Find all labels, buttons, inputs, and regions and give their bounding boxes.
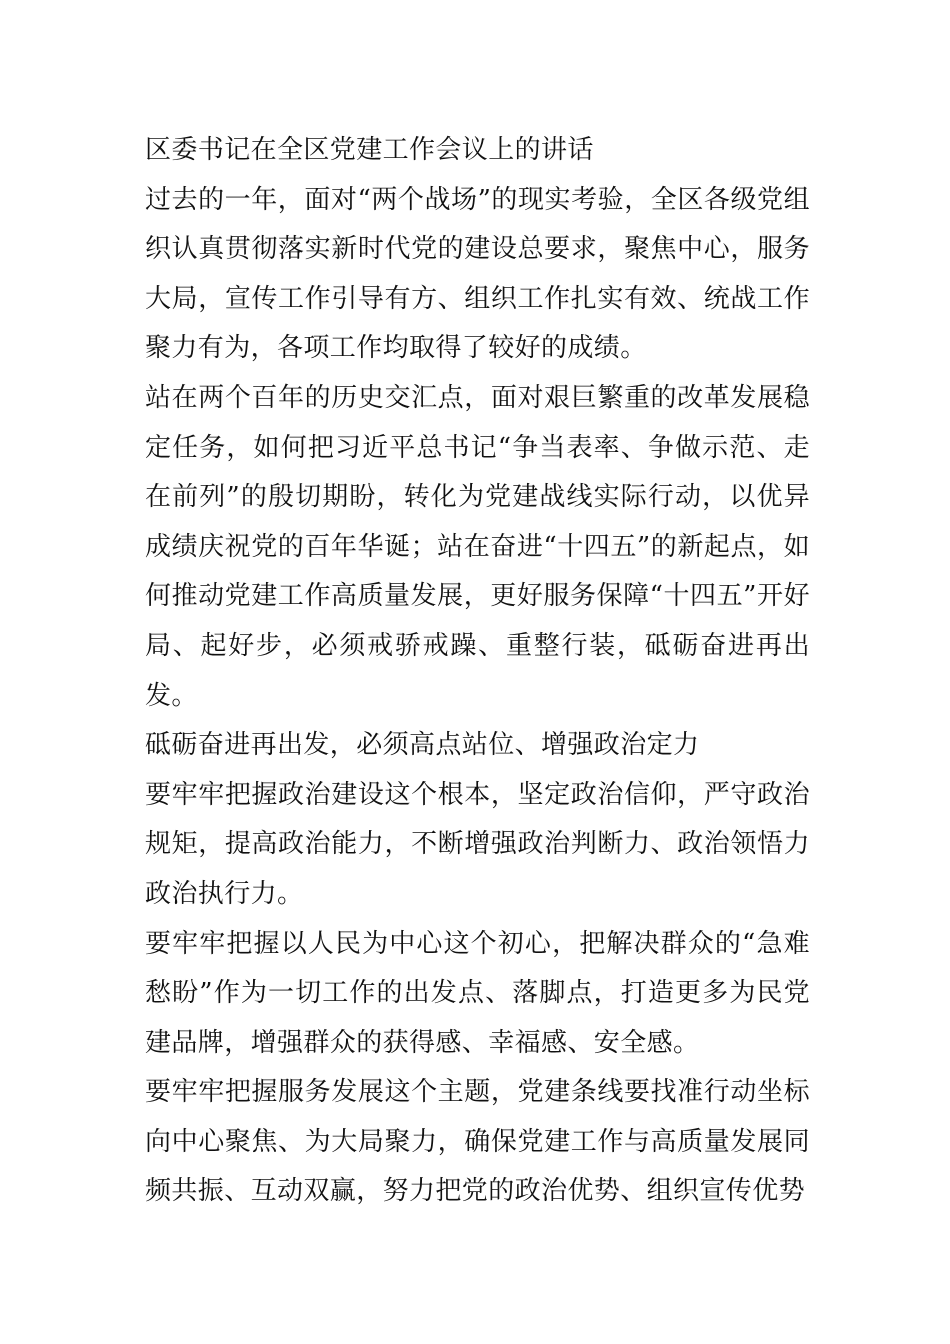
paragraph-1: 过去的一年，面对“两个战场”的现实考验，全区各级党组织认真贯彻落实新时代党的建设总要求，聚焦中心，服务大局，宣传工作引导有方、组织工作扎实有效、统战工作聚力有为，各项工作均取得了较好的成绩。 xyxy=(145,184,810,364)
paragraph-5: 要牢牢把握服务发展这个主题，党建条线要找准行动坐标向中心聚焦、为大局聚力，确保党建工作与高质量发展同频共振、互动双赢，努力把党的政治优势、组织宣传优势 xyxy=(145,1077,810,1207)
paragraph-2: 站在两个百年的历史交汇点，面对艰巨繁重的改革发展稳定任务，如何把习近平总书记“争当表率、争做示范、走在前列”的殷切期盼，转化为党建战线实际行动，以优异成绩庆祝党的百年华诞；站在奋进“十四五”的新起点，如何推动党建工作高质量发展，更好服务保障“十四五”开好局、起好步，必须戒骄戒躁、重整行装，砥砺奋进再出发。 xyxy=(145,382,810,711)
paragraph-4: 要牢牢把握以人民为中心这个初心，把解决群众的“急难愁盼”作为一切工作的出发点、落脚点，打造更多为民党建品牌，增强群众的获得感、幸福感、安全感。 xyxy=(145,928,810,1058)
document-page xyxy=(145,126,810,1217)
document-title: 区委书记在全区党建工作会议上的讲话 xyxy=(145,135,594,165)
paragraph-3: 要牢牢把握政治建设这个根本，坚定政治信仰，严守政治规矩，提高政治能力，不断增强政治判断力、政治领悟力政治执行力。 xyxy=(145,779,810,909)
section-heading: 砥砺奋进再出发，必须高点站位、增强政治定力 xyxy=(145,730,700,761)
